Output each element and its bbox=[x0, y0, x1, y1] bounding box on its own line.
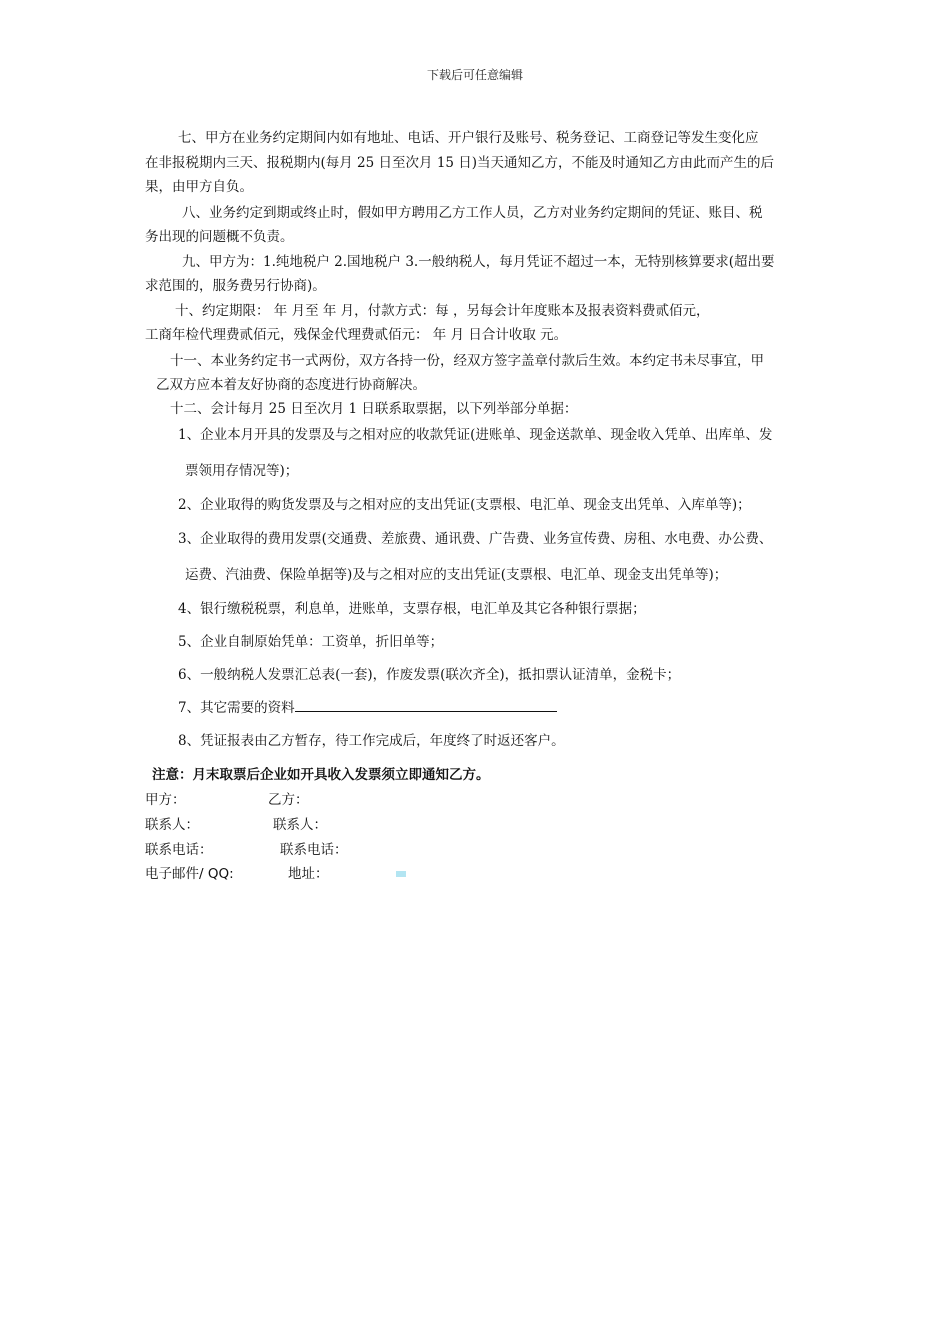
item-2: 2、企业取得的购货发票及与之相对应的支出凭证(支票根、电汇单、现金支出凭单、入库单等)； bbox=[178, 497, 751, 513]
item-8: 8、凭证报表由乙方暂存，待工作完成后，年度终了时返还客户。 bbox=[178, 733, 565, 749]
item-7-label: 7、其它需要的资料 bbox=[178, 700, 295, 716]
item-3-line-1: 3、企业取得的费用发票(交通费、差旅费、通讯费、广告费、业务宣传费、房租、水电费、办公费、 bbox=[178, 531, 773, 547]
clause-9-line-1: 九、甲方为：1.纯地税户 2.国地税户 3.一般纳税人，每月凭证不超过一本，无特别核算要求(超出要 bbox=[182, 254, 775, 270]
clause-11-line-1: 十一、本业务约定书一式两份，双方各持一份，经双方签字盖章付款后生效。本约定书未尽事宜，甲 bbox=[170, 353, 764, 369]
phone-b-label: 联系电话： bbox=[280, 842, 348, 858]
item-3-line-2: 运费、汽油费、保险单据等)及与之相对应的支出凭证(支票根、电汇单、现金支出凭单等)； bbox=[185, 567, 728, 583]
party-b-label: 乙方： bbox=[268, 792, 309, 808]
item-1-line-1: 1、企业本月开具的发票及与之相对应的收款凭证(进账单、现金送款单、现金收入凭单、出库单、发 bbox=[178, 427, 773, 443]
phone-a-label: 联系电话： bbox=[145, 842, 213, 858]
item-7-blank-underline bbox=[295, 699, 557, 712]
clause-12-intro: 十二、会计每月 25 日至次月 1 日联系取票据，以下列举部分单据： bbox=[170, 401, 578, 417]
clause-7-line-2: 在非报税期内三天、报税期内(每月 25 日至次月 15 日)当天通知乙方，不能及时通知乙方由此而产生的后 bbox=[145, 155, 775, 171]
clause-11-line-2: 乙双方应本着友好协商的态度进行协商解决。 bbox=[156, 377, 426, 393]
contact-b-label: 联系人： bbox=[273, 817, 327, 833]
party-a-label: 甲方： bbox=[145, 792, 186, 808]
email-qq-label: 电子邮件/ QQ: bbox=[145, 866, 234, 882]
page-header: 下载后可任意编辑 bbox=[426, 68, 523, 82]
clause-8-line-2: 务出现的问题概不负责。 bbox=[145, 229, 294, 245]
item-7 bbox=[178, 699, 557, 717]
item-5: 5、企业自制原始凭单：工资单，折旧单等； bbox=[178, 634, 444, 650]
clause-7-line-3: 果，由甲方自负。 bbox=[145, 179, 253, 195]
highlight-mark bbox=[396, 871, 406, 877]
clause-10-line-1: 十、约定期限： 年 月至 年 月，付款方式：每 ，另每会计年度账本及报表资料费贰佰元， bbox=[175, 303, 710, 319]
item-1-line-2: 票领用存情况等)； bbox=[185, 463, 299, 479]
item-6: 6、一般纳税人发票汇总表(一套)，作废发票(联次齐全)，抵扣票认证清单，金税卡； bbox=[178, 667, 681, 683]
clause-10-line-2: 工商年检代理费贰佰元，残保金代理费贰佰元： 年 月 日合计收取 元。 bbox=[145, 327, 568, 343]
address-b-label: 地址： bbox=[288, 866, 329, 882]
clause-7-line-1: 七、甲方在业务约定期间内如有地址、电话、开户银行及账号、税务登记、工商登记等发生变化应 bbox=[178, 130, 759, 146]
contact-a-label: 联系人： bbox=[145, 817, 199, 833]
item-4: 4、银行缴税税票，利息单，进账单，支票存根，电汇单及其它各种银行票据； bbox=[178, 601, 646, 617]
clause-9-line-2: 求范围的，服务费另行协商)。 bbox=[145, 278, 326, 294]
clause-8-line-1: 八、业务约定到期或终止时，假如甲方聘用乙方工作人员，乙方对业务约定期间的凭证、账目、税 bbox=[182, 205, 763, 221]
notice-text: 注意：月末取票后企业如开具收入发票须立即通知乙方。 bbox=[152, 767, 490, 783]
